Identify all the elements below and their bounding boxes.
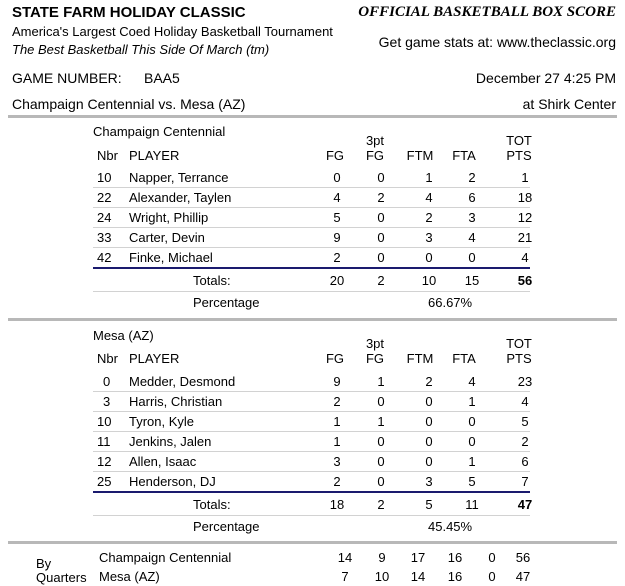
- row-divider: [93, 391, 530, 392]
- col-3pt-bottom: FG: [365, 351, 385, 366]
- header-divider: [8, 115, 617, 118]
- player-fg: 1: [333, 414, 341, 429]
- player-nbr: 12: [97, 454, 112, 469]
- team-divider: [8, 318, 617, 321]
- quarters-divider: [8, 541, 617, 544]
- player-fg3: 0: [377, 170, 385, 185]
- quarter-score: 16: [447, 550, 463, 565]
- quarters-team-name: Champaign Centennial: [99, 550, 232, 565]
- row-divider: [93, 207, 530, 208]
- col-3pt-fg-header: [355, 133, 395, 163]
- player-pts: 6: [521, 454, 529, 469]
- player-ftm: 3: [425, 230, 433, 245]
- player-fg: 9: [333, 230, 341, 245]
- game-date-time: December 27 4:25 PM: [475, 70, 616, 86]
- player-nbr: 11: [97, 434, 111, 449]
- totals-pts: 47: [517, 497, 533, 512]
- player-nbr: 0: [103, 374, 111, 389]
- game-number: BAA5: [144, 70, 180, 86]
- totals-fg: 20: [329, 273, 345, 288]
- team-ft-percentage: 45.45%: [428, 519, 473, 534]
- player-fg3: 0: [377, 454, 385, 469]
- col-3pt-bottom: FG: [365, 148, 385, 163]
- row-divider: [93, 247, 530, 248]
- col-nbr-header: Nbr: [97, 351, 118, 366]
- player-pts: 2: [521, 434, 529, 449]
- player-pts: 4: [521, 250, 529, 265]
- player-fg: 3: [333, 454, 341, 469]
- player-nbr: 33: [97, 230, 112, 245]
- player-name: Wright, Phillip: [129, 210, 209, 225]
- col-tot-top: TOT: [506, 336, 532, 351]
- quarters-team-name: Mesa (AZ): [99, 569, 160, 584]
- quarter-score: 7: [341, 569, 349, 584]
- quarter-score: 16: [447, 569, 463, 584]
- player-fta: 6: [468, 190, 476, 205]
- totals-fg3: 2: [377, 273, 385, 288]
- col-pts-bottom: PTS: [506, 148, 532, 163]
- player-name: Harris, Christian: [129, 394, 223, 409]
- player-fta: 3: [468, 210, 476, 225]
- tournament-subtitle: America's Largest Coed Holiday Basketball Tournament: [12, 24, 333, 39]
- player-ftm: 3: [425, 474, 433, 489]
- player-fg: 1: [333, 434, 341, 449]
- row-divider: [93, 291, 530, 292]
- player-ftm: 4: [425, 190, 433, 205]
- col-nbr-header: Nbr: [97, 148, 118, 163]
- quarter-score: 10: [374, 569, 390, 584]
- player-fta: 1: [468, 454, 476, 469]
- player-ftm: 0: [425, 434, 433, 449]
- quarter-score: 0: [488, 569, 496, 584]
- game-venue: at Shirk Center: [522, 96, 616, 112]
- player-pts: 5: [521, 414, 529, 429]
- player-fg: 5: [333, 210, 341, 225]
- col-fta-header: FTA: [452, 351, 476, 366]
- stats-link[interactable]: Get game stats at: www.theclassic.org: [378, 34, 616, 50]
- percentage-label: Percentage: [193, 295, 260, 310]
- col-tot-pts-header: [499, 336, 539, 366]
- player-ftm: 1: [425, 170, 433, 185]
- totals-fg3: 2: [377, 497, 385, 512]
- player-pts: 7: [521, 474, 529, 489]
- player-nbr: 42: [97, 250, 112, 265]
- col-fg-header: FG: [325, 351, 345, 366]
- player-pts: 18: [517, 190, 533, 205]
- player-ftm: 2: [425, 374, 433, 389]
- player-fta: 0: [468, 414, 476, 429]
- player-fg: 4: [333, 190, 341, 205]
- row-divider: [93, 471, 530, 472]
- quarter-score: 14: [410, 569, 426, 584]
- player-fg3: 0: [377, 474, 385, 489]
- player-fg3: 0: [377, 394, 385, 409]
- quarter-score: 9: [378, 550, 386, 565]
- player-ftm: 0: [425, 454, 433, 469]
- player-nbr: 10: [97, 170, 112, 185]
- col-tot-pts-header: [499, 133, 539, 163]
- player-name: Carter, Devin: [129, 230, 205, 245]
- player-fg: 9: [333, 374, 341, 389]
- percentage-label: Percentage: [193, 519, 260, 534]
- col-3pt-fg-header: [355, 336, 395, 366]
- player-nbr: 25: [97, 474, 112, 489]
- quarters-total: 47: [515, 569, 531, 584]
- col-fg-header: FG: [325, 148, 345, 163]
- player-ftm: 0: [425, 414, 433, 429]
- player-fg3: 1: [377, 374, 385, 389]
- player-fta: 4: [468, 374, 476, 389]
- player-fg3: 0: [377, 250, 385, 265]
- player-name: Tyron, Kyle: [129, 414, 195, 429]
- team-name: Mesa (AZ): [93, 328, 154, 343]
- row-divider: [93, 187, 530, 188]
- player-fta: 0: [468, 250, 476, 265]
- player-pts: 1: [521, 170, 529, 185]
- totals-ftm: 10: [421, 273, 437, 288]
- row-divider: [93, 515, 530, 516]
- col-tot-top: TOT: [506, 133, 532, 148]
- player-nbr: 22: [97, 190, 112, 205]
- player-name: Finke, Michael: [129, 250, 213, 265]
- totals-fta: 15: [464, 273, 480, 288]
- player-ftm: 0: [425, 394, 433, 409]
- totals-label: Totals:: [193, 273, 231, 288]
- player-name: Henderson, DJ: [129, 474, 216, 489]
- team-name: Champaign Centennial: [93, 124, 226, 139]
- player-name: Jenkins, Jalen: [129, 434, 212, 449]
- player-nbr: 24: [97, 210, 112, 225]
- col-3pt-top: 3pt: [365, 133, 385, 148]
- player-name: Allen, Isaac: [129, 454, 197, 469]
- col-3pt-top: 3pt: [365, 336, 385, 351]
- player-name: Medder, Desmond: [129, 374, 236, 389]
- col-fta-header: FTA: [452, 148, 476, 163]
- player-fg3: 0: [377, 230, 385, 245]
- player-pts: 21: [517, 230, 533, 245]
- totals-fta: 11: [465, 497, 479, 512]
- player-fta: 1: [468, 394, 476, 409]
- player-fg: 2: [333, 474, 341, 489]
- row-divider: [93, 227, 530, 228]
- player-fg: 0: [333, 170, 341, 185]
- player-fta: 5: [468, 474, 476, 489]
- player-fg3: 0: [377, 434, 385, 449]
- player-name: Napper, Terrance: [129, 170, 229, 185]
- tournament-title: STATE FARM HOLIDAY CLASSIC: [12, 4, 246, 21]
- player-fg: 2: [333, 394, 341, 409]
- row-divider: [93, 431, 530, 432]
- row-divider: [93, 411, 530, 412]
- team-ft-percentage: 66.67%: [428, 295, 473, 310]
- player-name: Alexander, Taylen: [129, 190, 232, 205]
- by-quarters-label-top: By: [36, 556, 52, 571]
- player-fg3: 2: [377, 190, 385, 205]
- player-nbr: 10: [97, 414, 112, 429]
- quarter-score: 0: [488, 550, 496, 565]
- row-divider: [93, 451, 530, 452]
- quarters-total: 56: [515, 550, 531, 565]
- player-pts: 23: [517, 374, 533, 389]
- player-fg3: 0: [377, 210, 385, 225]
- quarter-score: 14: [337, 550, 353, 565]
- player-fta: 2: [468, 170, 476, 185]
- player-pts: 12: [517, 210, 533, 225]
- col-player-header: PLAYER: [129, 148, 180, 163]
- game-number-label: GAME NUMBER:: [12, 70, 122, 86]
- totals-label: Totals:: [193, 497, 231, 512]
- totals-divider: [93, 491, 530, 493]
- player-fg3: 1: [377, 414, 385, 429]
- player-fta: 4: [468, 230, 476, 245]
- totals-fg: 18: [329, 497, 345, 512]
- col-player-header: PLAYER: [129, 351, 180, 366]
- official-box-score-title: OFFICIAL BASKETBALL BOX SCORE: [358, 4, 616, 20]
- player-ftm: 0: [425, 250, 433, 265]
- player-pts: 4: [521, 394, 529, 409]
- by-quarters-label-bottom: Quarters: [36, 570, 87, 585]
- totals-divider: [93, 267, 530, 269]
- col-ftm-header: FTM: [406, 148, 434, 163]
- player-ftm: 2: [425, 210, 433, 225]
- col-ftm-header: FTM: [406, 351, 434, 366]
- col-pts-bottom: PTS: [506, 351, 532, 366]
- totals-pts: 56: [517, 273, 533, 288]
- player-fta: 0: [468, 434, 476, 449]
- quarter-score: 17: [410, 550, 426, 565]
- tournament-tagline: The Best Basketball This Side Of March (tm): [12, 42, 270, 57]
- game-matchup: Champaign Centennial vs. Mesa (AZ): [12, 96, 246, 112]
- totals-ftm: 5: [425, 497, 433, 512]
- player-fg: 2: [333, 250, 341, 265]
- player-nbr: 3: [103, 394, 111, 409]
